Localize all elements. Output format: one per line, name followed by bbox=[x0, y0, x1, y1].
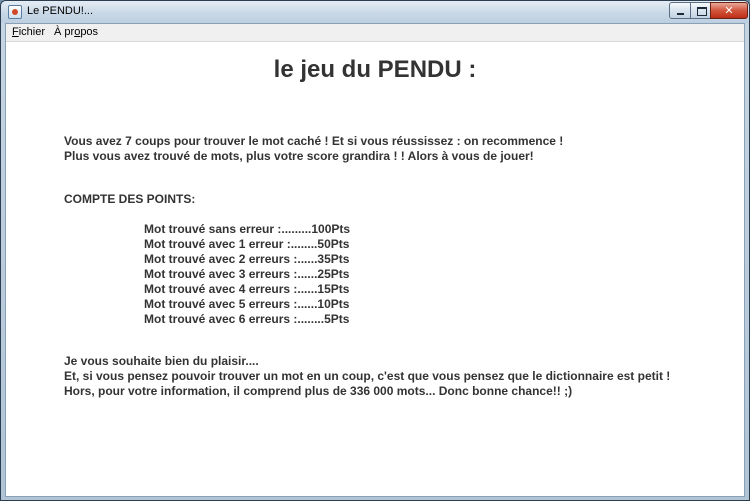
points-row: Mot trouvé avec 2 erreurs :......35Pts bbox=[144, 252, 350, 266]
intro-line: Plus vous avez trouvé de mots, plus votre score grandira ! ! Alors à vous de jouer! bbox=[64, 149, 534, 163]
points-row: Mot trouvé sans erreur :.........100Pts bbox=[144, 222, 351, 236]
close-icon: ✕ bbox=[724, 4, 734, 17]
points-row: Mot trouvé avec 5 erreurs :......10Pts bbox=[144, 297, 350, 311]
minimize-button[interactable] bbox=[669, 2, 691, 19]
menu-a-propos[interactable] bbox=[54, 26, 98, 38]
outro-line: Hors, pour votre information, il comprend plus de 336 000 mots... Donc bonne chance!! ;) bbox=[64, 384, 573, 398]
client-area bbox=[5, 23, 745, 497]
minimize-icon bbox=[677, 13, 684, 15]
outro-line: Et, si vous pensez pouvoir trouver un mot en un coup, c'est que vous pensez que le dictionnaire est petit ! bbox=[64, 369, 671, 383]
points-row: Mot trouvé avec 3 erreurs :......25Pts bbox=[144, 267, 350, 281]
menu-bar bbox=[6, 24, 744, 42]
intro-line: Vous avez 7 coups pour trouver le mot caché ! Et si vous réussissez : on recommence ! bbox=[64, 134, 564, 148]
menu-fichier-label: ichier bbox=[18, 26, 46, 38]
maximize-button[interactable] bbox=[690, 2, 711, 19]
intro-text bbox=[64, 134, 563, 164]
menu-fichier[interactable] bbox=[12, 26, 45, 38]
outro-line: Je vous souhaite bien du plaisir.... bbox=[64, 354, 259, 368]
menu-fichier-mnemonic: F bbox=[12, 26, 19, 38]
menu-a-propos-label-rest: pos bbox=[80, 26, 99, 38]
java-app-icon[interactable] bbox=[8, 5, 22, 19]
points-list bbox=[144, 222, 350, 327]
points-row: Mot trouvé avec 1 erreur :........50Pts bbox=[144, 237, 350, 251]
outro-text bbox=[64, 354, 670, 399]
maximize-icon bbox=[697, 7, 707, 16]
points-row: Mot trouvé avec 4 erreurs :......15Pts bbox=[144, 282, 350, 296]
points-row: Mot trouvé avec 6 erreurs :........5Pts bbox=[144, 312, 350, 326]
menu-a-propos-label-pre: À pr bbox=[54, 26, 75, 38]
points-title: COMPTE DES POINTS: bbox=[64, 192, 196, 206]
window-title: Le PENDU!... bbox=[27, 5, 94, 17]
menu-a-propos-mnemonic: o bbox=[74, 26, 81, 38]
rules-panel bbox=[6, 42, 744, 496]
title-bar[interactable] bbox=[1, 1, 749, 23]
close-button[interactable] bbox=[710, 2, 748, 19]
page-title: le jeu du PENDU : bbox=[273, 56, 477, 83]
